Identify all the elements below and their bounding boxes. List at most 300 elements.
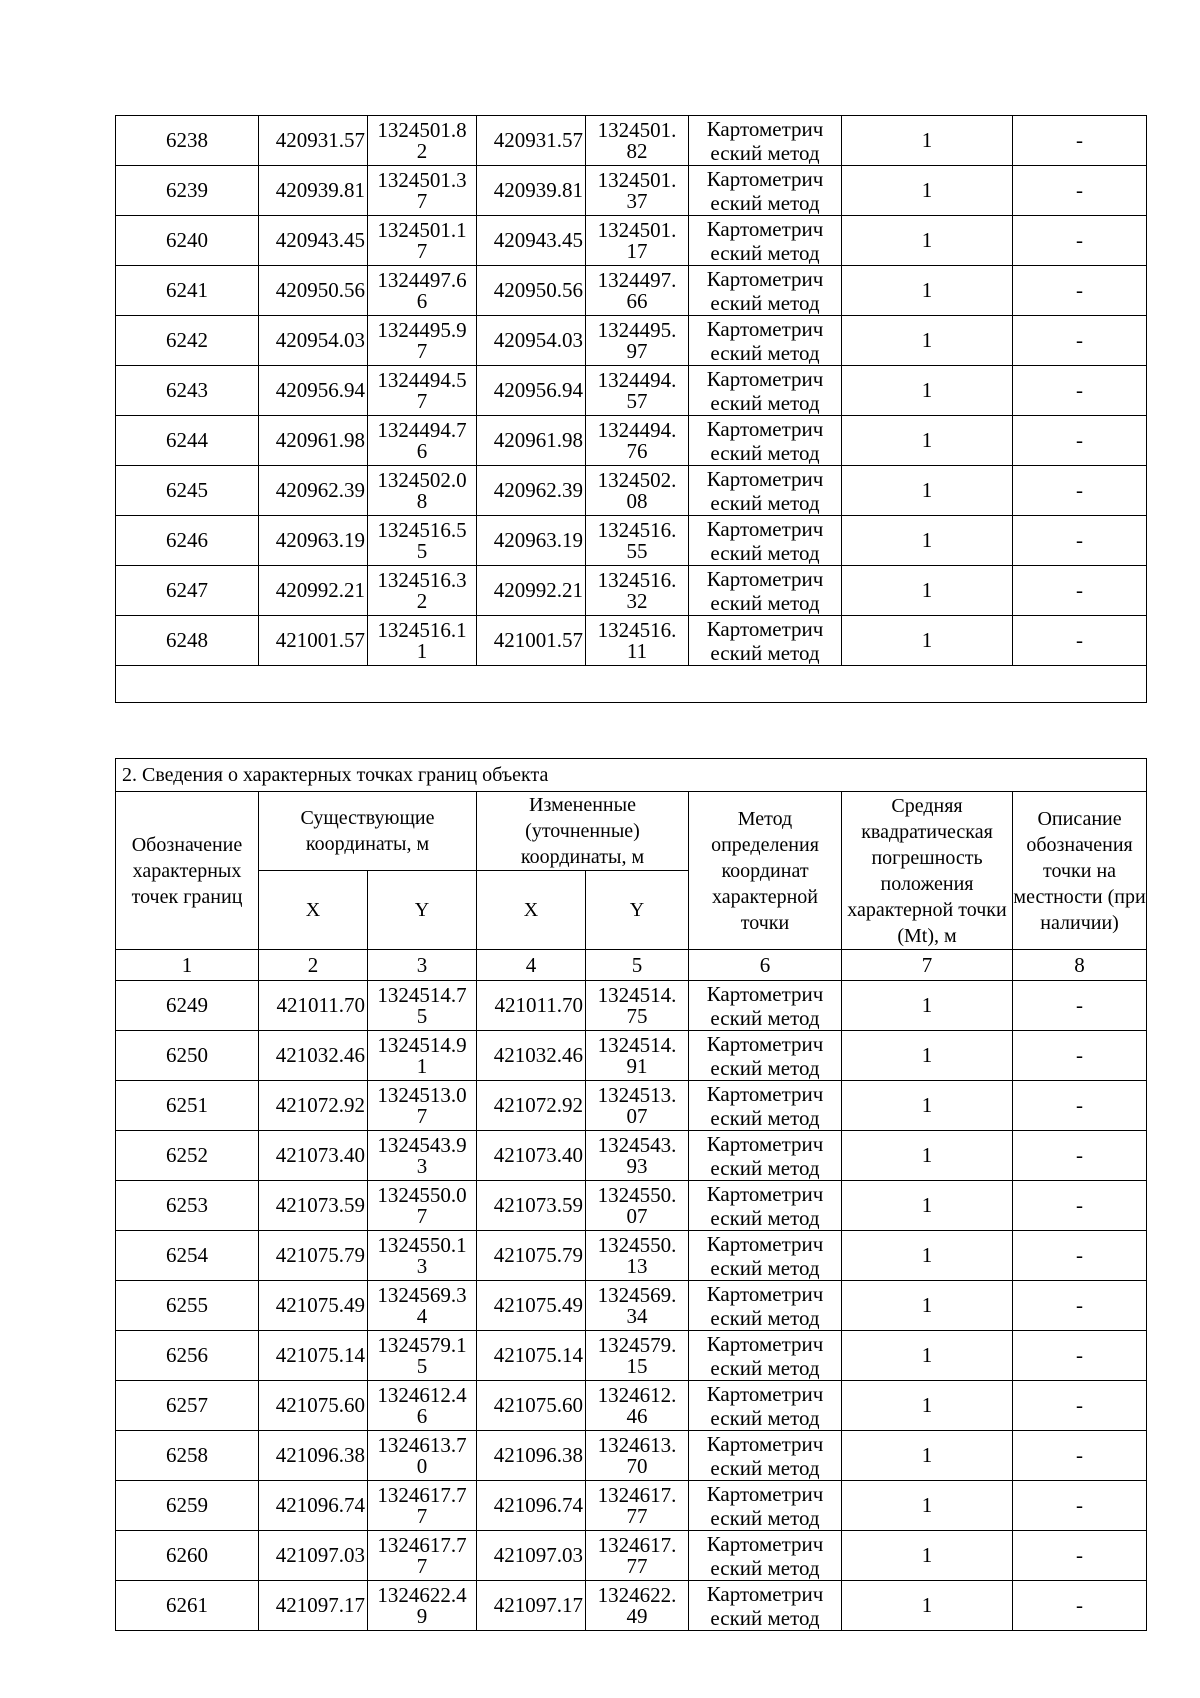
description-cell-text: - [1076, 1093, 1084, 1117]
method-cell [689, 1531, 842, 1581]
changed-x-cell-text: 420961.98 [493, 428, 583, 452]
changed-y-cell-text: 1324494. 57 [597, 368, 677, 413]
changed-x-cell-text: 421001.57 [493, 628, 583, 652]
existing-y-cell-text: 1324501.3 7 [377, 168, 467, 213]
table-row [116, 1131, 1147, 1181]
existing-x-cell [259, 1581, 368, 1631]
changed-x-cell-text: 421073.40 [493, 1143, 583, 1167]
existing-y-cell-text: 1324494.7 6 [377, 418, 467, 463]
changed-x-cell-text: 421075.79 [493, 1243, 583, 1267]
changed-x-cell-text: 421075.14 [493, 1343, 583, 1367]
mean-error-cell-text: 1 [921, 1593, 933, 1617]
changed-x-cell [477, 1531, 586, 1581]
changed-y-cell [586, 1381, 689, 1431]
description-cell [1013, 166, 1147, 216]
existing-y-cell-text: 1324514.7 5 [377, 983, 467, 1028]
existing-y-cell [368, 1381, 477, 1431]
method-cell-text: Картометрич еский метод [706, 1181, 824, 1230]
existing-y-cell [368, 1031, 477, 1081]
description-cell-text: - [1076, 428, 1083, 452]
changed-x-cell-text: 420956.94 [493, 378, 583, 402]
existing-y-cell-text: 1324502.0 8 [377, 468, 467, 513]
changed-x-cell [477, 366, 586, 416]
changed-y-cell [586, 1481, 689, 1531]
mean-error-cell [842, 1131, 1013, 1181]
changed-x-cell-text: 420992.21 [493, 578, 583, 602]
description-cell [1013, 1431, 1147, 1481]
table1-body [116, 116, 1147, 666]
mean-error-cell-text: 1 [921, 378, 933, 402]
point-number-cell-text: 6247 [166, 578, 208, 602]
existing-x-cell-text: 421075.60 [275, 1393, 365, 1417]
existing-y-cell [368, 566, 477, 616]
existing-y-cell [368, 216, 477, 266]
changed-x-cell-text: 421073.59 [493, 1193, 583, 1217]
description-cell [1013, 981, 1147, 1031]
point-number-cell [116, 416, 259, 466]
changed-y-cell-text: 1324516. 11 [597, 618, 677, 663]
point-number-cell-text: 6243 [166, 378, 208, 402]
existing-y-cell-text: 1324497.6 6 [377, 268, 467, 313]
changed-y-cell-text: 1324550. 07 [597, 1183, 677, 1228]
method-cell [689, 1181, 842, 1231]
point-number-cell-text: 6251 [166, 1093, 208, 1117]
mean-error-cell [842, 516, 1013, 566]
existing-x-cell [259, 616, 368, 666]
point-number-cell [116, 1231, 259, 1281]
description-cell-text: - [1076, 1393, 1084, 1417]
changed-x-cell [477, 1031, 586, 1081]
method-cell [689, 216, 842, 266]
changed-y-cell [586, 1581, 689, 1631]
table-row [116, 416, 1147, 466]
mean-error-cell-text: 1 [921, 1493, 933, 1517]
mean-error-cell [842, 1081, 1013, 1131]
mean-error-cell [842, 616, 1013, 666]
changed-x-cell [477, 166, 586, 216]
description-cell-text: - [1076, 578, 1083, 602]
mean-error-cell-text: 1 [921, 993, 933, 1017]
method-cell-text: Картометрич еский метод [706, 616, 824, 665]
method-cell-text: Картометрич еский метод [706, 1581, 824, 1630]
changed-x-cell-text: 421097.03 [493, 1543, 583, 1567]
existing-y-cell [368, 266, 477, 316]
method-cell [689, 616, 842, 666]
method-cell [689, 1431, 842, 1481]
existing-y-cell-text: 1324613.7 0 [377, 1433, 467, 1478]
point-number-cell [116, 1131, 259, 1181]
changed-y-cell-text: 1324617. 77 [597, 1483, 677, 1528]
existing-y-cell [368, 466, 477, 516]
mean-error-cell-text: 1 [921, 1143, 933, 1167]
point-number-cell [116, 466, 259, 516]
description-cell-text: - [1076, 1343, 1084, 1367]
description-cell-text: - [1076, 478, 1083, 502]
table-row [116, 1281, 1147, 1331]
changed-x-cell-text: 421072.92 [493, 1093, 583, 1117]
changed-x-cell [477, 1481, 586, 1531]
mean-error-cell-text: 1 [921, 528, 933, 552]
mean-error-cell [842, 981, 1013, 1031]
table-row [116, 1181, 1147, 1231]
point-number-cell-text: 6260 [166, 1543, 208, 1567]
empty-cell [116, 666, 1147, 703]
existing-x-cell-text: 420963.19 [275, 528, 365, 552]
method-cell [689, 1231, 842, 1281]
table-row [116, 516, 1147, 566]
changed-x-cell [477, 1381, 586, 1431]
mean-error-cell-text: 1 [921, 1393, 933, 1417]
column-number: 5 [586, 950, 689, 981]
point-number-cell [116, 116, 259, 166]
description-cell-text: - [1076, 278, 1083, 302]
existing-y-cell-text: 1324516.5 5 [377, 518, 467, 563]
description-cell-text: - [1076, 1143, 1084, 1167]
existing-x-cell [259, 266, 368, 316]
changed-y-cell [586, 1181, 689, 1231]
method-cell-text: Картометрич еский метод [706, 1281, 824, 1330]
point-number-cell-text: 6250 [166, 1043, 208, 1067]
mean-error-cell-text: 1 [921, 1193, 933, 1217]
table-row [116, 116, 1147, 166]
existing-x-cell [259, 1031, 368, 1081]
existing-x-cell [259, 366, 368, 416]
method-cell [689, 1281, 842, 1331]
existing-y-cell [368, 1131, 477, 1181]
point-number-cell-text: 6249 [166, 993, 208, 1017]
existing-x-cell-text: 421097.03 [275, 1543, 365, 1567]
method-cell-text: Картометрич еский метод [706, 316, 824, 365]
description-cell [1013, 466, 1147, 516]
description-cell-text: - [1076, 1543, 1084, 1567]
existing-x-cell-text: 421011.70 [276, 993, 365, 1017]
changed-y-cell [586, 316, 689, 366]
mean-error-cell [842, 1481, 1013, 1531]
existing-y-cell [368, 516, 477, 566]
existing-y-cell [368, 1231, 477, 1281]
point-number-cell-text: 6240 [166, 228, 208, 252]
description-cell [1013, 1031, 1147, 1081]
mean-error-cell [842, 316, 1013, 366]
table-row [116, 366, 1147, 416]
point-number-cell [116, 366, 259, 416]
column-number: 8 [1013, 950, 1147, 981]
existing-y-cell [368, 116, 477, 166]
mean-error-cell [842, 266, 1013, 316]
existing-y-cell [368, 616, 477, 666]
method-cell [689, 1481, 842, 1531]
header-changed-coordinates: Измененные (уточненные) координаты, м [477, 792, 689, 871]
changed-y-cell [586, 466, 689, 516]
existing-y-cell-text: 1324543.9 3 [377, 1133, 467, 1178]
point-number-cell [116, 1581, 259, 1631]
point-number-cell-text: 6242 [166, 328, 208, 352]
characteristic-points-table [115, 758, 1147, 1631]
existing-y-cell [368, 1281, 477, 1331]
description-cell-text: - [1076, 1243, 1084, 1267]
description-cell-text: - [1076, 993, 1084, 1017]
changed-y-cell-text: 1324550. 13 [597, 1233, 677, 1278]
method-cell [689, 1031, 842, 1081]
point-number-cell [116, 1081, 259, 1131]
table-row [116, 1231, 1147, 1281]
mean-error-cell-text: 1 [921, 128, 933, 152]
existing-x-cell-text: 420954.03 [275, 328, 365, 352]
point-number-cell-text: 6261 [166, 1593, 208, 1617]
method-cell-text: Картометрич еский метод [706, 1081, 824, 1130]
changed-x-cell-text: 420962.39 [493, 478, 583, 502]
changed-y-cell-text: 1324569. 34 [597, 1283, 677, 1328]
existing-y-cell [368, 1481, 477, 1531]
changed-y-cell-text: 1324501. 17 [597, 218, 677, 263]
changed-x-cell [477, 1581, 586, 1631]
changed-y-cell [586, 1081, 689, 1131]
existing-y-cell-text: 1324494.5 7 [377, 368, 467, 413]
mean-error-cell [842, 1231, 1013, 1281]
changed-y-cell-text: 1324613. 70 [597, 1433, 677, 1478]
existing-x-cell-text: 421073.59 [275, 1193, 365, 1217]
changed-x-cell [477, 1231, 586, 1281]
point-number-cell [116, 1381, 259, 1431]
column-number: 3 [368, 950, 477, 981]
description-cell [1013, 516, 1147, 566]
point-number-cell-text: 6239 [166, 178, 208, 202]
mean-error-cell-text: 1 [921, 328, 933, 352]
mean-error-cell-text: 1 [921, 1343, 933, 1367]
changed-x-cell [477, 516, 586, 566]
description-cell [1013, 366, 1147, 416]
point-number-cell-text: 6252 [166, 1143, 208, 1167]
mean-error-cell-text: 1 [921, 1543, 933, 1567]
description-cell [1013, 216, 1147, 266]
header-existing-y: Y [368, 871, 477, 950]
method-cell [689, 316, 842, 366]
existing-x-cell [259, 1181, 368, 1231]
changed-y-cell-text: 1324495. 97 [597, 318, 677, 363]
existing-x-cell [259, 516, 368, 566]
point-number-cell [116, 1031, 259, 1081]
existing-y-cell [368, 1581, 477, 1631]
column-number: 7 [842, 950, 1013, 981]
mean-error-cell [842, 1281, 1013, 1331]
existing-x-cell-text: 420939.81 [275, 178, 365, 202]
description-cell-text: - [1076, 378, 1083, 402]
changed-y-cell-text: 1324502. 08 [597, 468, 677, 513]
method-cell-text: Картометрич еский метод [706, 466, 824, 515]
method-cell-text: Картометрич еский метод [706, 1531, 824, 1580]
method-cell-text: Картометрич еский метод [706, 416, 824, 465]
table2-body [116, 981, 1147, 1631]
description-cell [1013, 1181, 1147, 1231]
point-number-cell [116, 1281, 259, 1331]
changed-y-cell-text: 1324516. 55 [597, 518, 677, 563]
table-row [116, 981, 1147, 1031]
description-cell-text: - [1076, 1043, 1084, 1067]
existing-y-cell [368, 1431, 477, 1481]
mean-error-cell-text: 1 [921, 578, 933, 602]
existing-y-cell-text: 1324617.7 7 [377, 1483, 467, 1528]
mean-error-cell [842, 216, 1013, 266]
point-number-cell-text: 6246 [166, 528, 208, 552]
method-cell-text: Картометрич еский метод [706, 266, 824, 315]
point-number-cell-text: 6245 [166, 478, 208, 502]
changed-y-cell [586, 516, 689, 566]
changed-y-cell-text: 1324501. 37 [597, 168, 677, 213]
method-cell [689, 981, 842, 1031]
mean-error-cell [842, 116, 1013, 166]
changed-y-cell-text: 1324579. 15 [597, 1333, 677, 1378]
existing-y-cell-text: 1324550.0 7 [377, 1183, 467, 1228]
changed-x-cell [477, 316, 586, 366]
point-number-cell [116, 516, 259, 566]
existing-y-cell [368, 981, 477, 1031]
mean-error-cell [842, 1531, 1013, 1581]
coordinates-table-continued [115, 115, 1147, 703]
changed-y-cell-text: 1324514. 75 [597, 983, 677, 1028]
changed-y-cell-text: 1324516. 32 [597, 568, 677, 613]
existing-x-cell-text: 421001.57 [275, 628, 365, 652]
table1-empty-row [116, 666, 1147, 703]
mean-error-cell-text: 1 [921, 478, 933, 502]
existing-y-cell [368, 416, 477, 466]
method-cell [689, 566, 842, 616]
method-cell [689, 116, 842, 166]
existing-x-cell [259, 1231, 368, 1281]
changed-x-cell-text: 421096.38 [493, 1443, 583, 1467]
point-number-cell-text: 6256 [166, 1343, 208, 1367]
description-cell [1013, 1281, 1147, 1331]
mean-error-cell-text: 1 [921, 178, 933, 202]
changed-y-cell [586, 981, 689, 1031]
existing-y-cell [368, 366, 477, 416]
table-row [116, 1581, 1147, 1631]
method-cell [689, 366, 842, 416]
method-cell-text: Картометрич еский метод [706, 1481, 824, 1530]
table-row [116, 1431, 1147, 1481]
table-row [116, 1031, 1147, 1081]
changed-y-cell-text: 1324514. 91 [597, 1033, 677, 1078]
changed-y-cell [586, 1431, 689, 1481]
mean-error-cell [842, 566, 1013, 616]
existing-y-cell-text: 1324516.3 2 [377, 568, 467, 613]
existing-x-cell-text: 420943.45 [275, 228, 365, 252]
mean-error-cell [842, 1581, 1013, 1631]
changed-x-cell [477, 216, 586, 266]
method-cell-text: Картометрич еский метод [706, 116, 824, 165]
changed-y-cell [586, 1281, 689, 1331]
method-cell-text: Картометрич еский метод [706, 1431, 824, 1480]
changed-y-cell [586, 1131, 689, 1181]
method-cell-text: Картометрич еский метод [706, 366, 824, 415]
table-row [116, 1481, 1147, 1531]
changed-x-cell [477, 1181, 586, 1231]
method-cell-text: Картометрич еский метод [706, 1131, 824, 1180]
header-existing-x: X [259, 871, 368, 950]
changed-y-cell [586, 216, 689, 266]
description-cell [1013, 266, 1147, 316]
existing-x-cell-text: 420961.98 [275, 428, 365, 452]
description-cell [1013, 616, 1147, 666]
description-cell [1013, 116, 1147, 166]
changed-x-cell [477, 566, 586, 616]
changed-y-cell-text: 1324501. 82 [597, 118, 677, 163]
point-number-cell [116, 981, 259, 1031]
table-row [116, 1081, 1147, 1131]
description-cell [1013, 566, 1147, 616]
method-cell [689, 1381, 842, 1431]
changed-x-cell [477, 1431, 586, 1481]
mean-error-cell [842, 466, 1013, 516]
table-row [116, 566, 1147, 616]
mean-error-cell-text: 1 [921, 428, 933, 452]
column-number: 4 [477, 950, 586, 981]
mean-error-cell-text: 1 [921, 1293, 933, 1317]
changed-x-cell [477, 1331, 586, 1381]
existing-y-cell-text: 1324514.9 1 [377, 1033, 467, 1078]
changed-x-cell [477, 1281, 586, 1331]
existing-y-cell-text: 1324501.1 7 [377, 218, 467, 263]
method-cell [689, 1581, 842, 1631]
existing-x-cell-text: 421096.74 [275, 1493, 365, 1517]
mean-error-cell-text: 1 [921, 1093, 933, 1117]
changed-x-cell [477, 981, 586, 1031]
existing-x-cell-text: 421072.92 [275, 1093, 365, 1117]
existing-y-cell [368, 1331, 477, 1381]
existing-x-cell [259, 1531, 368, 1581]
point-number-cell [116, 1181, 259, 1231]
existing-x-cell [259, 316, 368, 366]
existing-y-cell-text: 1324495.9 7 [377, 318, 467, 363]
changed-y-cell-text: 1324543. 93 [597, 1133, 677, 1178]
description-cell [1013, 1531, 1147, 1581]
changed-y-cell [586, 566, 689, 616]
description-cell-text: - [1076, 1443, 1084, 1467]
header-mean-error: Средняя квадратическая погрешность положения характерной точки (Mt), м [842, 792, 1013, 950]
mean-error-cell-text: 1 [921, 1043, 933, 1067]
changed-x-cell-text: 421097.17 [493, 1593, 583, 1617]
point-number-cell [116, 1331, 259, 1381]
existing-x-cell [259, 981, 368, 1031]
existing-y-cell-text: 1324516.1 1 [377, 618, 467, 663]
existing-x-cell [259, 1081, 368, 1131]
method-cell-text: Картометрич еский метод [706, 1381, 824, 1430]
method-cell [689, 1331, 842, 1381]
section-title: 2. Сведения о характерных точках границ объекта [116, 759, 1147, 792]
point-number-cell-text: 6248 [166, 628, 208, 652]
description-cell [1013, 1081, 1147, 1131]
point-number-cell [116, 1481, 259, 1531]
changed-y-cell [586, 1231, 689, 1281]
mean-error-cell [842, 1181, 1013, 1231]
existing-x-cell-text: 421075.79 [275, 1243, 365, 1267]
changed-x-cell [477, 266, 586, 316]
changed-x-cell-text: 420943.45 [493, 228, 583, 252]
existing-x-cell-text: 421073.40 [275, 1143, 365, 1167]
existing-y-cell-text: 1324550.1 3 [377, 1233, 467, 1278]
mean-error-cell [842, 1431, 1013, 1481]
changed-y-cell [586, 266, 689, 316]
header-existing-coordinates: Существующие координаты, м [259, 792, 477, 871]
existing-x-cell-text: 420992.21 [275, 578, 365, 602]
changed-x-cell-text: 420963.19 [493, 528, 583, 552]
method-cell [689, 1081, 842, 1131]
description-cell-text: - [1076, 228, 1083, 252]
existing-x-cell [259, 1431, 368, 1481]
point-number-cell-text: 6257 [166, 1393, 208, 1417]
point-number-cell-text: 6241 [166, 278, 208, 302]
changed-x-cell-text: 421075.49 [493, 1293, 583, 1317]
point-number-cell-text: 6253 [166, 1193, 208, 1217]
